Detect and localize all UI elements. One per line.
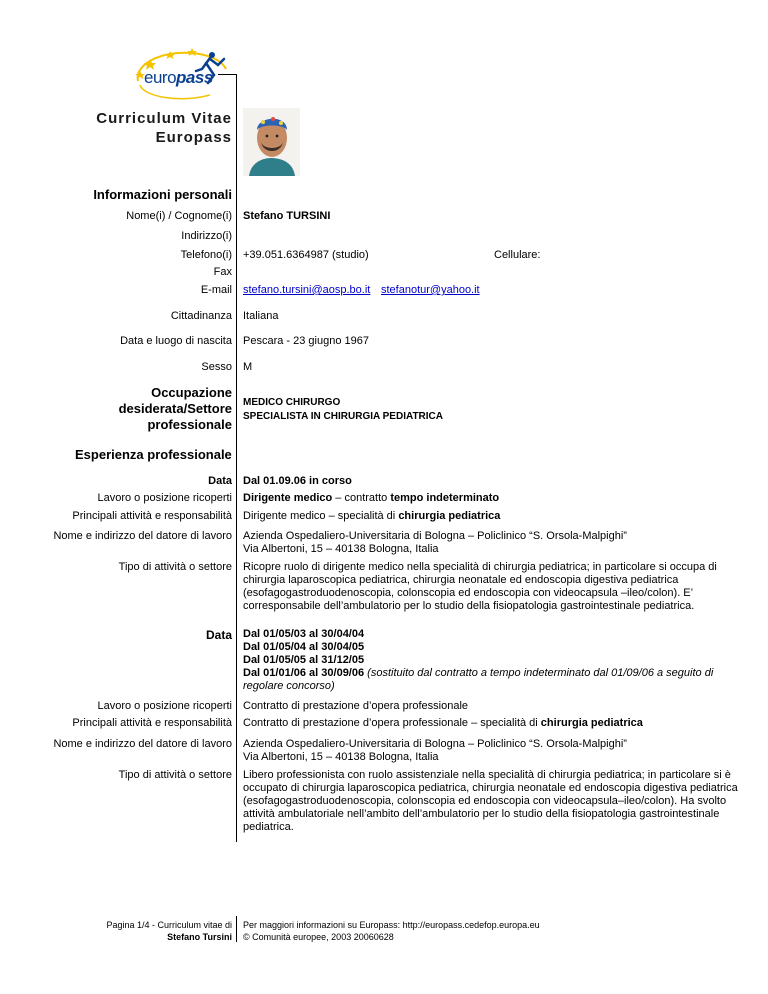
job2-date-note: (sostituito dal contratto a tempo indeterminato dal 01/09/06 a seguito di bbox=[364, 667, 714, 679]
occupation-label bbox=[119, 385, 232, 433]
mobile-label: Cellulare: bbox=[494, 249, 541, 261]
job1-employer-line-1: Azienda Ospedaliero-Universitaria di Bologna – Policlinico “S. Orsola-Malpighi” bbox=[243, 530, 627, 542]
job2-sector-line-4: attività ambulatoriale nell’ambito dell’ambulatorio per lo studio della fisiopatologia gastrointestinale bbox=[243, 808, 720, 820]
job2-activities-label: Principali attività e responsabilità bbox=[72, 717, 232, 729]
job1-activities-value bbox=[243, 510, 500, 523]
job2-position-label: Lavoro o posizione ricoperti bbox=[97, 700, 232, 712]
sex-label: Sesso bbox=[201, 361, 232, 373]
job2-employer-line-2: Via Albertoni, 15 – 40138 Bologna, Italia bbox=[243, 751, 439, 763]
footer-divider bbox=[236, 916, 237, 942]
citizenship-value: Italiana bbox=[243, 310, 279, 322]
title-line-1: Curriculum Vitae bbox=[96, 110, 232, 127]
logo-text-pass: pass bbox=[176, 68, 213, 87]
fax-label: Fax bbox=[213, 266, 232, 278]
personal-info-heading: Informazioni personali bbox=[93, 187, 232, 202]
job2-sector-value bbox=[243, 769, 738, 834]
job1-activities-part-b: chirurgia pediatrica bbox=[398, 510, 501, 522]
job1-position-value bbox=[243, 492, 499, 505]
job1-sector-line-1: Ricopre ruolo di dirigente medico nella specialità di chirurgia pediatrica; in particolare si occupa di bbox=[243, 561, 717, 573]
job2-date-value bbox=[243, 628, 713, 693]
title-line-2: Europass bbox=[155, 129, 232, 146]
job1-employer-value bbox=[243, 530, 627, 556]
footer-copyright-line: © Comunità europee, 2003 20060628 bbox=[243, 932, 394, 942]
job2-employer-label: Nome e indirizzo del datore di lavoro bbox=[53, 738, 232, 750]
job2-sector-line-5: pediatrica. bbox=[243, 821, 294, 833]
citizenship-label: Cittadinanza bbox=[170, 310, 232, 322]
job1-sector-line-2: chirurgia laparoscopica pediatrica, chirurgia neonatale ed endoscopia digestiva pediatrica bbox=[243, 574, 679, 586]
footer-page-line-1: Pagina 1/4 - Curriculum vitae di bbox=[106, 920, 232, 930]
job1-sector-label: Tipo di attività o settore bbox=[118, 561, 232, 573]
sex-value: M bbox=[243, 361, 253, 373]
job1-position-part-b: – contratto bbox=[332, 492, 391, 504]
job1-employer-label: Nome e indirizzo del datore di lavoro bbox=[53, 530, 232, 542]
email-link-personal[interactable]: stefanotur@yahoo.it bbox=[381, 284, 480, 296]
job2-employer-line-1: Azienda Ospedaliero-Universitaria di Bologna – Policlinico “S. Orsola-Malpighi” bbox=[243, 738, 627, 750]
europass-logo bbox=[130, 45, 242, 105]
job2-date-label: Data bbox=[205, 628, 232, 642]
job2-date-line-5: regolare concorso) bbox=[243, 680, 335, 692]
job2-date-line-1: Dal 01/05/03 al 30/04/04 bbox=[243, 628, 365, 640]
job2-sector-line-1: Libero professionista con ruolo assistenziale nella specialità di chirurgia pediatrica; in particolare si è bbox=[243, 769, 731, 781]
logo-divider bbox=[218, 74, 237, 75]
job2-date-line-4-text: Dal 01/01/06 al 30/09/06 bbox=[243, 667, 365, 679]
phone-value: +39.051.6364987 (studio) bbox=[243, 249, 369, 261]
job1-sector-line-3: (esofagogastroduodenoscopia, colonscopia ed endoscopia con videocapsula –ileo/colon). E’ bbox=[243, 587, 694, 599]
job2-position-value: Contratto di prestazione d’opera professionale bbox=[243, 700, 469, 712]
job1-sector-value bbox=[243, 561, 717, 613]
job1-position-label: Lavoro o posizione ricoperti bbox=[97, 492, 232, 504]
occupation-value-line-1: MEDICO CHIRURGO bbox=[243, 397, 341, 408]
job2-date-line-4 bbox=[243, 667, 713, 680]
email-label: E-mail bbox=[200, 284, 232, 296]
job2-sector-label: Tipo di attività o settore bbox=[118, 769, 232, 781]
job2-sector-line-2: occupato di chirurgia laparoscopica pediatrica, chirurgia neonatale ed endoscopia digestiva pediatrica bbox=[243, 782, 738, 794]
experience-heading: Esperienza professionale bbox=[75, 447, 232, 462]
job1-activities-label: Principali attività e responsabilità bbox=[72, 510, 232, 522]
occupation-label-line-2: desiderata/Settore bbox=[118, 401, 232, 416]
occupation-label-line-3: professionale bbox=[147, 417, 232, 432]
birth-label: Data e luogo di nascita bbox=[120, 335, 232, 347]
column-divider bbox=[236, 74, 237, 842]
profile-photo bbox=[243, 108, 300, 176]
job2-activities-part-a: Contratto di prestazione d’opera professionale – specialità di bbox=[243, 717, 541, 729]
phone-label: Telefono(i) bbox=[180, 249, 232, 261]
job1-date-label: Data bbox=[208, 475, 232, 487]
footer-page-line-2: Stefano Tursini bbox=[167, 932, 232, 942]
job2-sector-line-3: (esofagogastroduodenoscopia, colonscopia ed endoscopia con videocapsula–ileo/colon). Ha svolto bbox=[243, 795, 727, 807]
logo-text-euro: euro bbox=[144, 68, 177, 87]
footer-copyright bbox=[243, 919, 540, 943]
footer-page-info bbox=[106, 919, 232, 943]
document-title bbox=[96, 109, 232, 147]
name-value: Stefano TURSINI bbox=[243, 210, 331, 222]
job1-position-part-c: tempo indeterminato bbox=[390, 492, 500, 504]
occupation-label-line-1: Occupazione bbox=[151, 385, 232, 400]
birth-value: Pescara - 23 giugno 1967 bbox=[243, 335, 369, 347]
name-label: Nome(i) / Cognome(i) bbox=[126, 210, 232, 222]
occupation-value bbox=[243, 396, 443, 424]
job2-date-line-3: Dal 01/05/05 al 31/12/05 bbox=[243, 654, 365, 666]
job1-position-part-a: Dirigente medico bbox=[243, 492, 333, 504]
job2-activities-part-b: chirurgia pediatrica bbox=[540, 717, 643, 729]
address-label: Indirizzo(i) bbox=[181, 230, 232, 242]
job1-employer-line-2: Via Albertoni, 15 – 40138 Bologna, Italia bbox=[243, 543, 439, 555]
job1-sector-line-4: corresponsabile dell’ambulatorio per lo studio della fisiopatologia gastrointestinale pediatrica. bbox=[243, 600, 695, 612]
job1-activities-part-a: Dirigente medico – specialità di bbox=[243, 510, 399, 522]
email-link-work[interactable]: stefano.tursini@aosp.bo.it bbox=[243, 284, 371, 296]
footer-info-link: Per maggiori informazioni su Europass: http://europass.cedefop.europa.eu bbox=[243, 920, 540, 930]
job2-activities-value bbox=[243, 717, 643, 730]
occupation-value-line-2: SPECIALISTA IN CHIRURGIA PEDIATRICA bbox=[243, 411, 444, 422]
job2-employer-value bbox=[243, 738, 627, 764]
job1-date-value: Dal 01.09.06 in corso bbox=[243, 475, 352, 487]
job2-date-line-2: Dal 01/05/04 al 30/04/05 bbox=[243, 641, 365, 653]
